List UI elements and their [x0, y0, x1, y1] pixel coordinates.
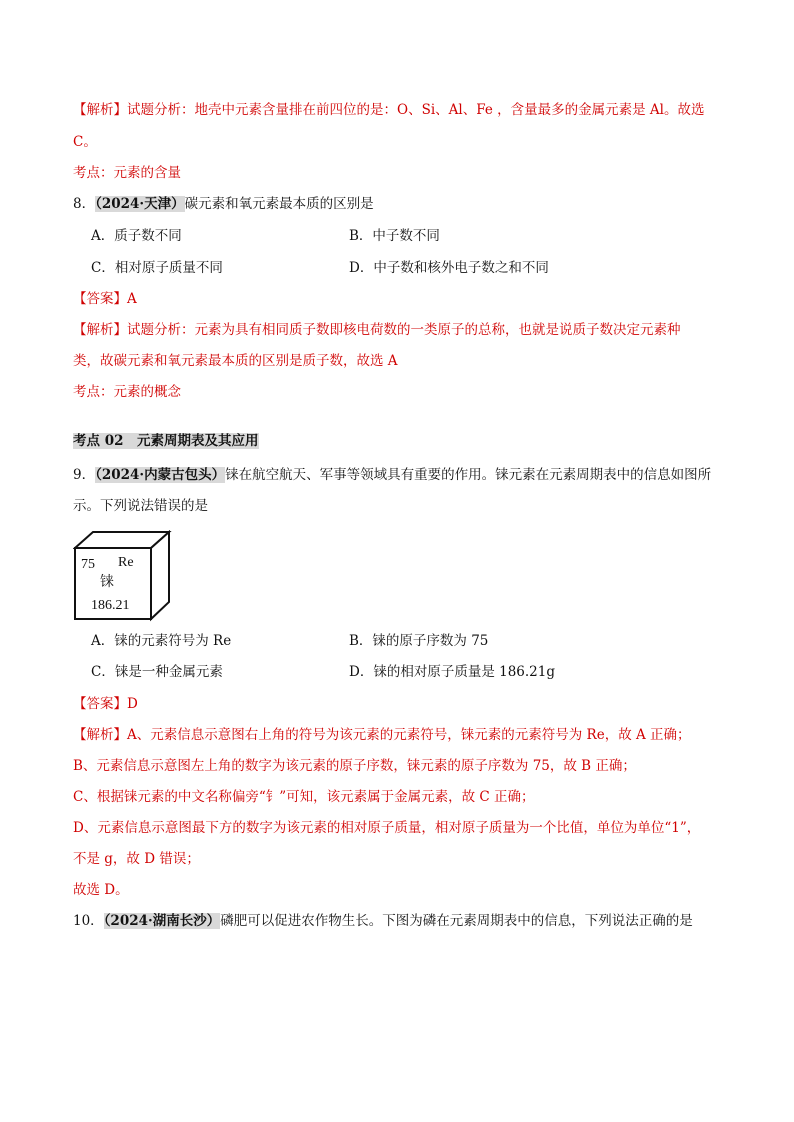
q9-source: （2024·内蒙古包头）	[95, 467, 226, 483]
q9-option-d: D．铼的相对原子质量是 186.21g	[349, 664, 555, 680]
q10-number: 10．	[73, 913, 104, 929]
q9-analysis-line2: B、元素信息示意图左上角的数字为该元素的原子序数，铼元素的原子序数为 75，故 B 正确；	[73, 758, 636, 774]
q9-option-b: B．铼的原子序数为 75	[349, 633, 489, 649]
element-symbol: Re	[118, 555, 134, 570]
element-cube-figure	[73, 530, 173, 622]
q9-number: 9．	[73, 467, 96, 483]
q9-stem-line1	[73, 465, 711, 485]
q8-source: （2024·天津）	[95, 196, 185, 212]
q8-answer: 【答案】A	[73, 291, 137, 307]
q8-stem: 碳元素和氧元素最本质的区别是	[184, 196, 374, 212]
q8-analysis-line2: 类，故碳元素和氧元素最本质的区别是质子数，故选 A	[73, 353, 398, 369]
q8-option-c: C．相对原子质量不同	[91, 260, 223, 276]
section-title: 考点 02 元素周期表及其应用	[73, 433, 259, 449]
q8-option-a: A．质子数不同	[91, 228, 182, 244]
q9-option-c: C．铼是一种金属元素	[91, 664, 223, 680]
section-heading	[73, 431, 259, 451]
q7-kaodian: 考点：元素的含量	[73, 165, 181, 181]
q9-stem-1: 铼在航空航天、军事等领域具有重要的作用。铼元素在元素周期表中的信息如图所	[225, 467, 712, 483]
q7-analysis-line1: 【解析】试题分析：地壳中元素含量排在前四位的是：O、Si、Al、Fe ，含量最多的金属元素是 Al。故选	[73, 102, 705, 118]
q9-analysis-line4: D、元素信息示意图最下方的数字为该元素的相对原子质量，相对原子质量为一个比值，单位为单位“1”，	[73, 820, 701, 836]
q9-analysis-line6: 故选 D。	[73, 882, 129, 898]
q8-option-d: D．中子数和核外电子数之和不同	[349, 260, 549, 276]
q8-analysis-line1: 【解析】试题分析：元素为具有相同质子数即核电荷数的一类原子的总称，也就是说质子数决定元素种	[73, 322, 681, 338]
q8-kaodian: 考点：元素的概念	[73, 384, 181, 400]
q9-stem-line2: 示。下列说法错误的是	[73, 498, 208, 514]
element-mass: 186.21	[91, 598, 130, 613]
q9-option-a: A．铼的元素符号为 Re	[91, 633, 232, 649]
q9-analysis-line5: 不是 g，故 D 错误；	[73, 851, 200, 867]
element-name: 铼	[100, 574, 114, 590]
q8-number: 8．	[73, 196, 96, 212]
q10-stem: 磷肥可以促进农作物生长。下图为磷在元素周期表中的信息，下列说法正确的是	[220, 913, 693, 929]
q10-source: （2024·湖南长沙）	[103, 913, 221, 929]
q7-analysis-line2: C。	[73, 134, 97, 150]
q10-stem-line	[73, 911, 693, 931]
q8-stem-line	[73, 194, 374, 214]
q8-option-b: B．中子数不同	[349, 228, 440, 244]
q9-analysis-line3: C、根据铼元素的中文名称偏旁“钅”可知，该元素属于金属元素，故 C 正确；	[73, 789, 535, 805]
q9-answer: 【答案】D	[73, 696, 138, 712]
element-atomic-number: 75	[81, 557, 95, 572]
q9-analysis-line1: 【解析】A、元素信息示意图右上角的符号为该元素的元素符号，铼元素的元素符号为 Re，故 A 正确；	[73, 727, 691, 743]
